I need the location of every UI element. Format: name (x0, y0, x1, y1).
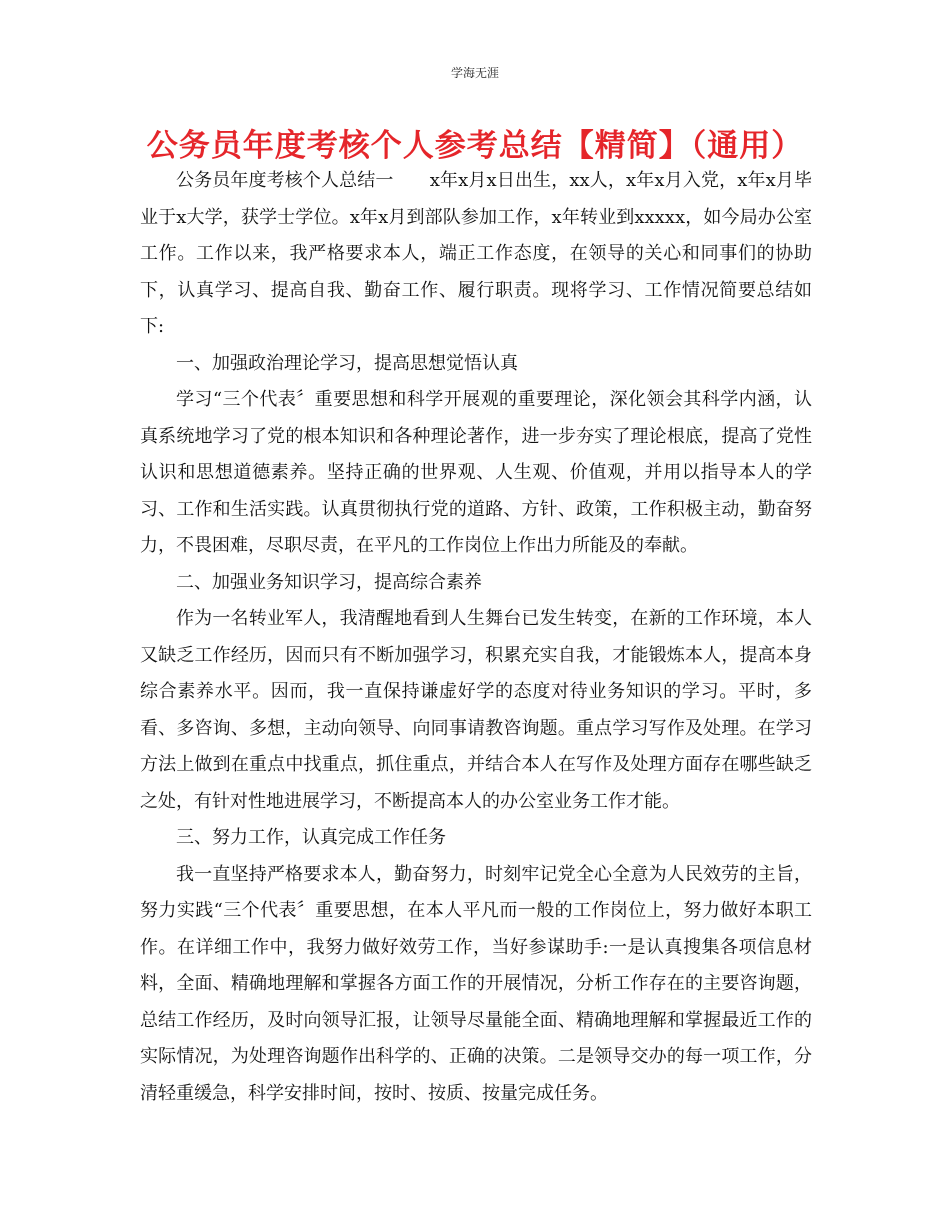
section-heading-2: 二、加强业务知识学习，提高综合素养 (176, 571, 482, 593)
document-body (140, 163, 812, 1112)
section-heading-3: 三、努力工作，认真完成工作任务 (176, 827, 446, 848)
page-header: 学海无涯 (450, 66, 499, 80)
paragraph-intro: 公务员年度考核个人总结一 x年x月x日出生，xx人，x年x月入党，x年x月毕业于x大学，获学士学位。x年x月到部队参加工作，x年转业到xxxxx，如今局办公室工作。工作以来，我严格要求本人，端正工作态度，在领导的关心和同事们的协助下，认真学习、提高自我、勤奋工作、履行职责。现将学习、工作情况简要总结如下: (140, 170, 812, 337)
paragraph-section-1: 学习“三个代表〞重要思想和科学开展观的重要理论，深化领会其科学内涵，认真系统地学习了党的根本知识和各种理论著作，进一步夯实了理论根底，提高了党性认识和思想道德素养。坚持正确的世界观、人生观、价值观，并用以指导本人的学习、工作和生活实践。认真贯彻执行党的道路、方针、政策，工作积极主动，勤奋努力，不畏困难，尽职尽责，在平凡的工作岗位上作出力所能及的奉献。 (140, 389, 812, 556)
paragraph-section-3: 我一直坚持严格要求本人，勤奋努力，时刻牢记党全心全意为人民效劳的主旨，努力实践“三个代表〞重要思想，在本人平凡而一般的工作岗位上，努力做好本职工作。在详细工作中，我努力做好效劳工作，当好参谋助手:一是认真搜集各项信息材料，全面、精确地理解和掌握各方面工作的开展情况，分析工作存在的主要咨询题，总结工作经历，及时向领导汇报，让领导尽量能全面、精确地理解和掌握最近工作的实际情况，为处理咨询题作出科学的、正确的决策。二是领导交办的每一项工作，分清轻重缓急，科学安排时间，按时、按质、按量完成任务。 (140, 863, 812, 1104)
document-title: 公务员年度考核个人参考总结【精简】（通用） (146, 128, 804, 164)
section-heading-1: 一、加强政治理论学习，提高思想觉悟认真 (176, 352, 518, 374)
paragraph-section-2: 作为一名转业军人，我清醒地看到人生舞台已发生转变，在新的工作环境，本人又缺乏工作经历，因而只有不断加强学习，积累充实自我，才能锻炼本人，提高本身综合素养水平。因而，我一直保持谦虚好学的态度对待业务知识的学习。平时，多看、多咨询、多想，主动向领导、向同事请教咨询题。重点学习写作及处理。在学习方法上做到在重点中找重点，抓住重点，并结合本人在写作及处理方面存在哪些缺乏之处，有针对性地进展学习，不断提高本人的办公室业务工作才能。 (140, 608, 812, 812)
